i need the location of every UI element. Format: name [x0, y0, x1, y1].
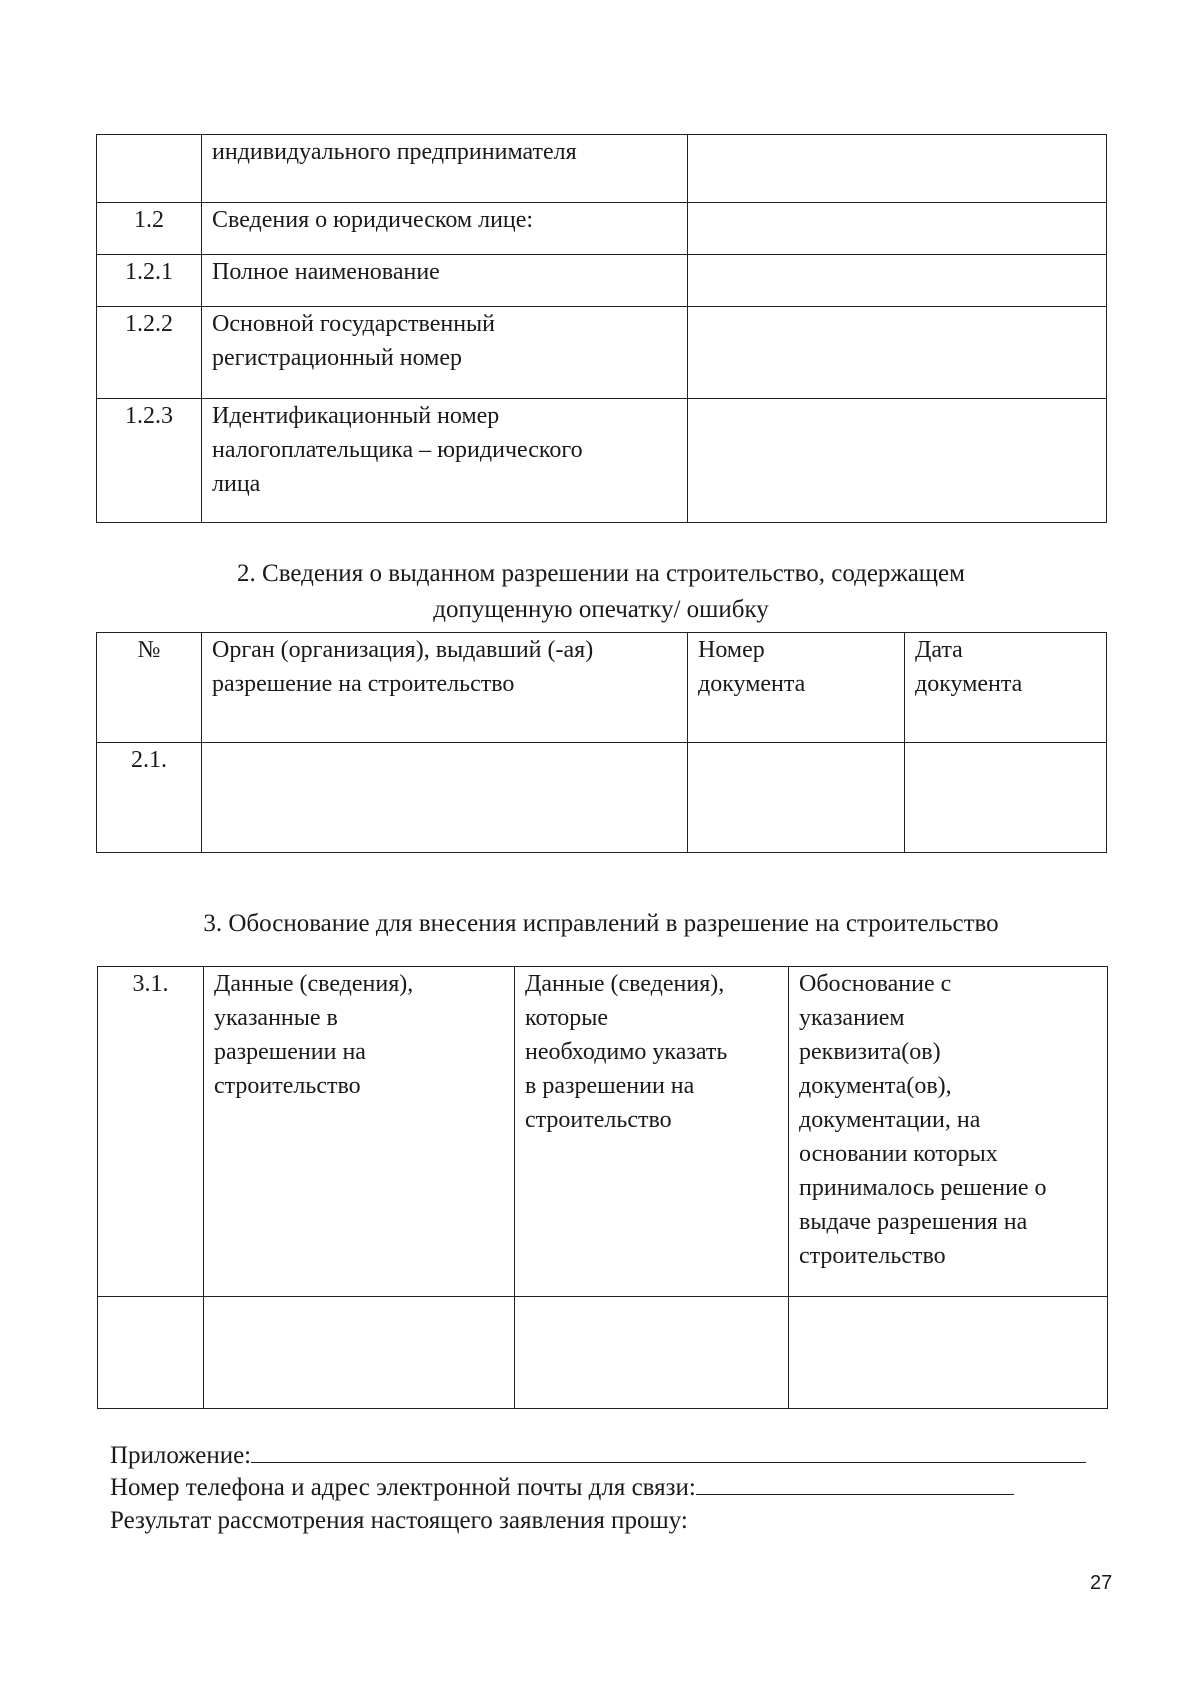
header-organ [202, 633, 688, 743]
cell-line: Данные (сведения), [525, 971, 725, 997]
row-label-line: Основной государственный [212, 311, 496, 337]
row-value [688, 135, 1107, 203]
justification-cell [789, 967, 1108, 1297]
table-row [97, 255, 1107, 307]
cell-line: основании которых [799, 1141, 998, 1167]
contact-underline [696, 1472, 1014, 1495]
header-doc-number-line: документа [698, 671, 806, 697]
cell-line: документации, на [799, 1107, 981, 1133]
contact-line [110, 1472, 1014, 1504]
row-label [202, 399, 688, 523]
table-row [97, 135, 1107, 203]
header-doc-date-line: документа [915, 671, 1023, 697]
result-label: Результат рассмотрения настоящего заявления прошу: [110, 1507, 688, 1534]
cell-line: указанные в [214, 1005, 338, 1031]
row-cell [905, 743, 1107, 853]
row-cell [204, 1297, 515, 1409]
section2-heading-line: допущенную опечатку/ ошибку [433, 596, 769, 623]
table-row [98, 967, 1108, 1297]
permit-table [96, 632, 1107, 853]
table-row [97, 307, 1107, 399]
cell-line: реквизита(ов) [799, 1039, 941, 1065]
cell-line: указанием [799, 1005, 905, 1031]
header-number: № [97, 633, 202, 743]
cell-line: Обоснование с [799, 971, 952, 997]
row-label: Полное наименование [202, 255, 688, 307]
result-line [110, 1505, 688, 1537]
attachment-line [110, 1440, 1086, 1472]
cell-line: строительство [799, 1243, 946, 1269]
row-number [97, 135, 202, 203]
header-doc-number [688, 633, 905, 743]
row-label [202, 307, 688, 399]
section3-heading: 3. Обоснование для внесения исправлений в разрешение на строительство [203, 910, 999, 937]
row-label-line: лица [212, 471, 261, 497]
cell-line: строительство [525, 1107, 672, 1133]
cell-line: строительство [214, 1073, 361, 1099]
row-label-line: регистрационный номер [212, 345, 462, 371]
row-number: 3.1. [98, 967, 204, 1297]
required-data-cell [515, 967, 789, 1297]
attachment-underline [251, 1440, 1086, 1463]
row-label: индивидуального предпринимателя [202, 135, 688, 203]
cell-line: которые [525, 1005, 609, 1031]
row-cell [688, 743, 905, 853]
row-label-line: Идентификационный номер [212, 403, 500, 429]
row-number: 1.2 [97, 203, 202, 255]
row-number: 1.2.1 [97, 255, 202, 307]
row-value [688, 203, 1107, 255]
cell-line: в разрешении на [525, 1073, 695, 1099]
table-row [97, 203, 1107, 255]
row-value [688, 399, 1107, 523]
page-number: 27 [1090, 1572, 1113, 1594]
table-row [97, 743, 1107, 853]
row-value [688, 255, 1107, 307]
section2-heading [96, 556, 1106, 628]
attachment-label: Приложение: [110, 1442, 252, 1469]
cell-line: Данные (сведения), [214, 971, 414, 997]
row-number: 2.1. [97, 743, 202, 853]
cell-line: принималось решение о [799, 1175, 1047, 1201]
applicant-info-table [96, 134, 1107, 523]
cell-line: необходимо указать [525, 1039, 728, 1065]
cell-line: выдаче разрешения на [799, 1209, 1028, 1235]
table-row [98, 1297, 1108, 1409]
row-cell [515, 1297, 789, 1409]
header-doc-date-line: Дата [915, 637, 963, 663]
table-row [97, 399, 1107, 523]
row-number: 1.2.2 [97, 307, 202, 399]
cell-line: документа(ов), [799, 1073, 952, 1099]
row-value [688, 307, 1107, 399]
current-data-cell [204, 967, 515, 1297]
header-doc-date [905, 633, 1107, 743]
section2-heading-line: 2. Сведения о выданном разрешении на строительство, содержащем [237, 560, 965, 587]
header-organ-line: разрешение на строительство [212, 671, 515, 697]
row-cell [789, 1297, 1108, 1409]
row-label-line: налогоплательщика – юридического [212, 437, 583, 463]
row-cell [98, 1297, 204, 1409]
correction-basis-table [97, 966, 1108, 1409]
cell-line: разрешении на [214, 1039, 366, 1065]
header-organ-line: Орган (организация), выдавший (-ая) [212, 637, 594, 663]
row-number: 1.2.3 [97, 399, 202, 523]
row-cell [202, 743, 688, 853]
header-doc-number-line: Номер [698, 637, 765, 663]
contact-label: Номер телефона и адрес электронной почты для связи: [110, 1474, 696, 1501]
table-header-row [97, 633, 1107, 743]
row-label: Сведения о юридическом лице: [202, 203, 688, 255]
